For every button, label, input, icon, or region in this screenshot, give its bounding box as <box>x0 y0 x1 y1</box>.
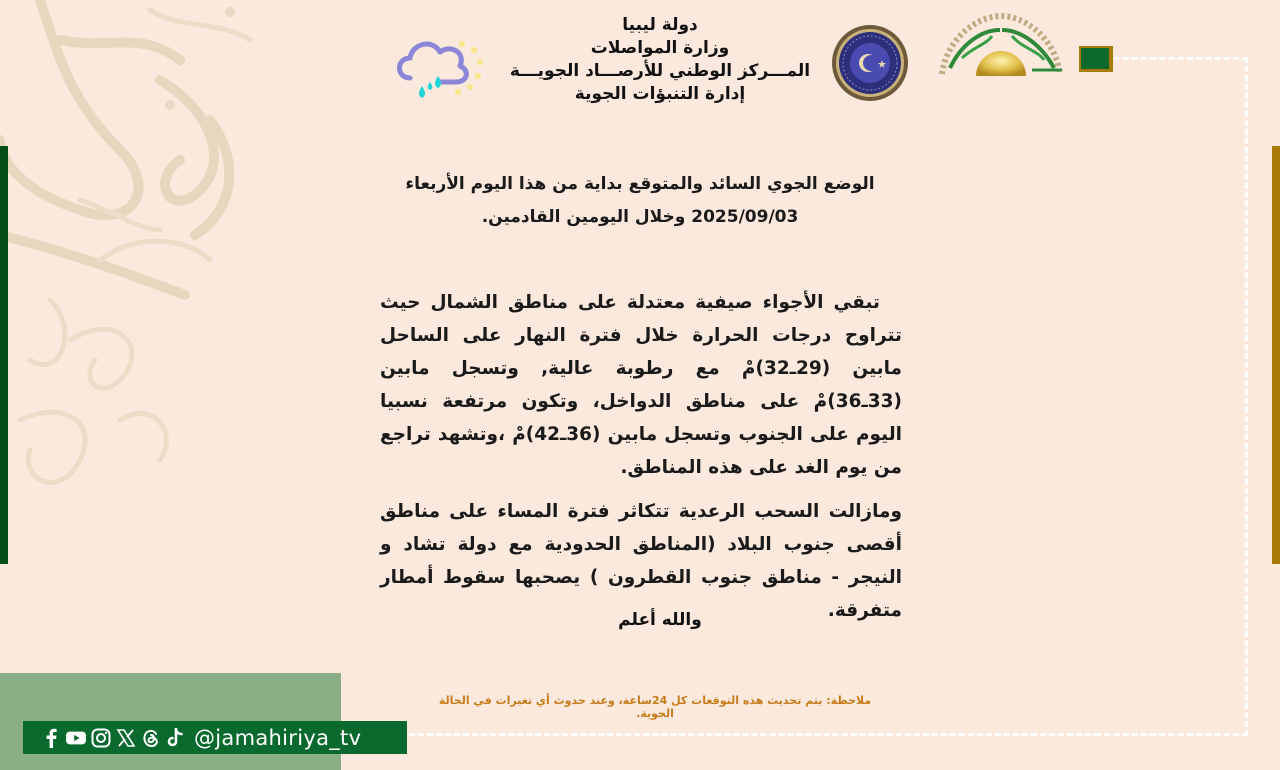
forecast-body <box>380 286 902 627</box>
dashed-frame <box>1095 57 1248 736</box>
header-country: دولة ليبيا <box>622 15 698 35</box>
header-ministry: وزارة المواصلات <box>590 38 730 58</box>
cloud-rain-sun-icon <box>390 30 490 100</box>
instagram-icon[interactable] <box>91 728 111 748</box>
forecast-paragraph-temperatures: تبقي الأجواء صيفية معتدلة على مناطق الشمال حيث تتراوح درجات الحرارة خلال فترة النهار على الساحل مابين (29ـ32)مْ مع رطوبة عالية, وتسجل مابين (33ـ36)مْ على مناطق الدواخل، وتكون مرتفعة نسبيا اليوم على الجنوب وتسجل مابين (36ـ42)مْ ،وتشهد تراجع من يوم الغد على هذه المناطق. <box>380 292 902 478</box>
calligraphy-ornament <box>0 0 300 560</box>
green-flag-box <box>1079 46 1113 72</box>
channel-logo <box>932 8 1070 76</box>
x-icon[interactable] <box>116 728 136 748</box>
left-green-bar <box>0 146 8 564</box>
forecast-title-date: 2025/09/03 وخلال اليومين القادمين. <box>481 207 799 227</box>
tiktok-icon[interactable] <box>166 728 186 748</box>
dashed-frame-bottom <box>400 733 1100 736</box>
facebook-icon[interactable] <box>41 728 61 748</box>
header-department: إدارة التنبؤات الجوية <box>574 84 746 104</box>
forecast-title-line1: الوضع الجوي السائد والمتوقع بداية من هذا اليوم الأربعاء <box>405 174 875 194</box>
right-gold-bar <box>1272 146 1280 564</box>
social-handle[interactable]: @jamahiriya_tv <box>194 725 362 750</box>
update-note: ملاحظة: يتم تحديث هذه التوقعات كل 24ساعة، وعند حدوث أي تغيرات في الحالة الجوية. <box>438 694 872 720</box>
threads-icon[interactable] <box>141 728 161 748</box>
forecast-paragraph-thunderstorms: ومازالت السحب الرعدية تتكاثر فترة المساء على مناطق أقصى جنوب البلاد (المناطق الحدودية مع دولة تشاد و النيجر - مناطق جنوب القطرون ) يصحبها سقوط أمطار متفرقة. <box>380 501 902 621</box>
libya-seal <box>830 24 910 102</box>
social-bar <box>23 721 407 754</box>
header-center: المـــركز الوطني للأرصـــاد الجويـــة <box>509 61 811 81</box>
forecast-title <box>390 168 890 234</box>
closing-phrase: والله أعلم <box>618 610 702 630</box>
issuer-header <box>500 14 820 106</box>
youtube-icon[interactable] <box>66 728 86 748</box>
